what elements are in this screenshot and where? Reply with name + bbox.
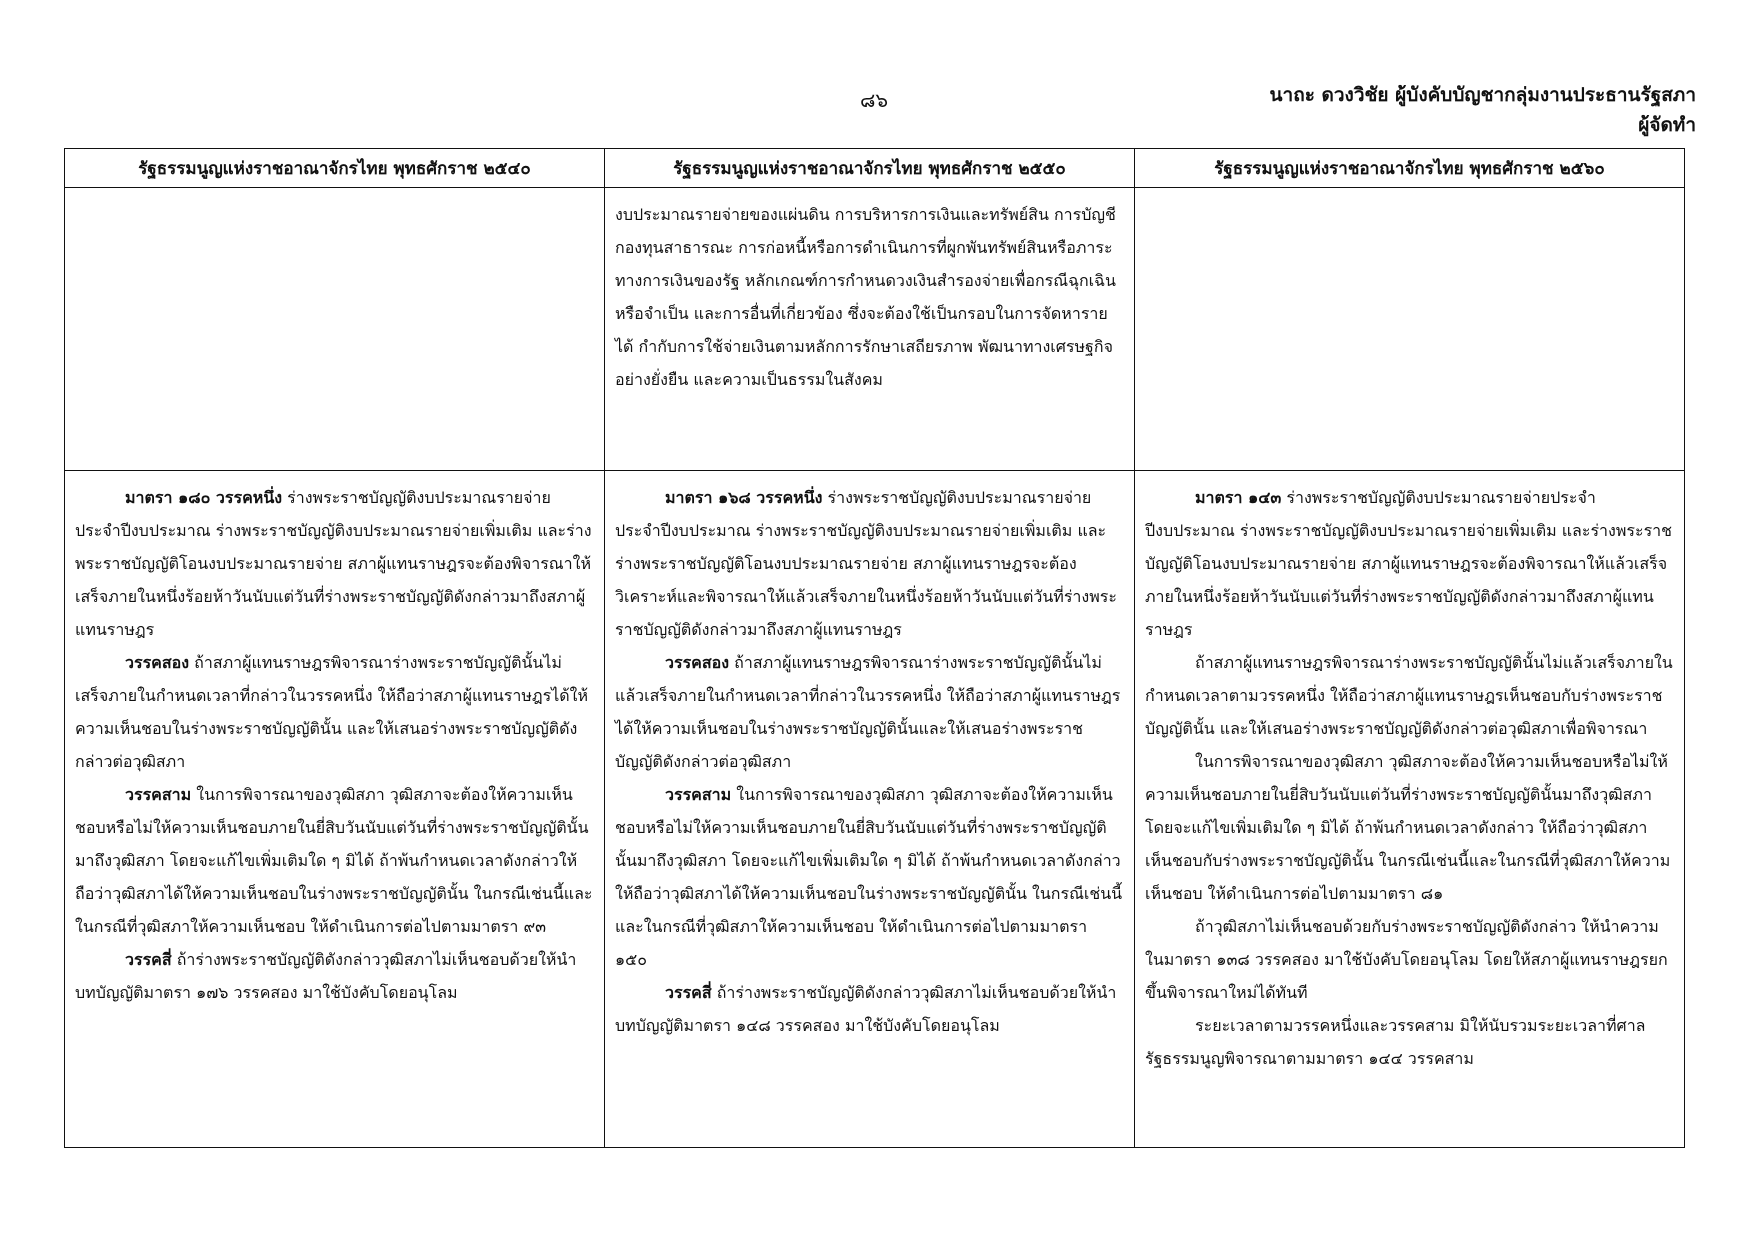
paragraph: ระยะเวลาตามวรรคหนึ่งและวรรคสาม มิให้นับรวมระยะเวลาที่ศาลรัฐธรรมนูญพิจารณาตามมาตรา ๑๔๔ วรรคสาม xyxy=(1145,1016,1646,1068)
author-role: ผู้จัดทำ xyxy=(1638,114,1696,136)
cell-2560-row1 xyxy=(1135,188,1685,471)
column-header-2540: รัฐธรรมนูญแห่งราชอาณาจักรไทย พุทธศักราช ๒๕๔๐ xyxy=(65,149,605,188)
column-header-2560: รัฐธรรมนูญแห่งราชอาณาจักรไทย พุทธศักราช ๒๕๖๐ xyxy=(1135,149,1685,188)
paragraph xyxy=(1145,481,1674,646)
section-label: วรรคสาม xyxy=(665,785,732,804)
cell-2560-row2 xyxy=(1135,471,1685,1148)
author-block xyxy=(1270,80,1696,140)
paragraph-text: ถ้าร่างพระราชบัญญัติดังกล่าววุฒิสภาไม่เห็นชอบด้วยให้นำบทบัญญัติมาตรา ๑๔๘ วรรคสอง มาใช้บังคับโดยอนุโลม xyxy=(615,983,1117,1035)
table-row xyxy=(65,471,1685,1148)
paragraph-text: ร่างพระราชบัญญัติงบประมาณรายจ่ายประจำปีงบประมาณ ร่างพระราชบัญญัติงบประมาณรายจ่ายเพิ่มเติม และร่างพระราชบัญญัติโอนงบประมาณรายจ่าย สภาผู้แทนราษฎรจะต้องพิจารณาให้แล้วเสร็จภายในหนึ่งร้อยห้าวันนับแต่วันที่ร่างพระราชบัญญัติดังกล่าวมาถึงสภาผู้แทนราษฎร xyxy=(1145,488,1673,639)
paragraph-text: ร่างพระราชบัญญัติงบประมาณรายจ่ายประจำปีงบประมาณ ร่างพระราชบัญญัติงบประมาณรายจ่ายเพิ่มเติม และร่างพระราชบัญญัติโอนงบประมาณรายจ่าย สภาผู้แทนราษฎรจะต้องวิเคราะห์และพิจารณาให้แล้วเสร็จภายในหนึ่งร้อยห้าวันนับแต่วันที่ร่างพระราชบัญญัติดังกล่าวมาถึงสภาผู้แทนราษฎร xyxy=(615,488,1117,639)
paragraph-text: ถ้าสภาผู้แทนราษฎรพิจารณาร่างพระราชบัญญัตินั้นไม่แล้วเสร็จภายในกำหนดเวลาที่กล่าวในวรรคหนึ่ง ให้ถือว่าสภาผู้แทนราษฎรได้ให้ความเห็นชอบในร่างพระราชบัญญัตินั้นและให้เสนอร่างพระราชบัญญัติดังกล่าวต่อวุฒิสภา xyxy=(615,653,1121,771)
comparison-table xyxy=(64,148,1685,1148)
section-label: มาตรา ๑๔๓ xyxy=(1195,488,1282,507)
section-label: วรรคสาม xyxy=(125,785,192,804)
cell-2540-row2 xyxy=(65,471,605,1148)
author-name: นาถะ ดวงวิชัย ผู้บังคับบัญชากลุ่มงานประธานรัฐสภา xyxy=(1269,84,1696,106)
table-row xyxy=(65,188,1685,471)
section-label: มาตรา ๑๖๘ วรรคหนึ่ง xyxy=(665,488,823,507)
paragraph xyxy=(75,646,594,778)
paragraph xyxy=(615,481,1124,646)
section-label: วรรคสอง xyxy=(125,653,190,672)
paragraph: ถ้าวุฒิสภาไม่เห็นชอบด้วยกับร่างพระราชบัญญัติดังกล่าว ให้นำความในมาตรา ๑๓๘ วรรคสอง มาใช้บังคับโดยอนุโลม โดยให้สภาผู้แทนราษฎรยกขึ้นพิจารณาใหม่ได้ทันที xyxy=(1145,917,1668,1002)
paragraph-text: ในการพิจารณาของวุฒิสภา วุฒิสภาจะต้องให้ความเห็นชอบหรือไม่ให้ความเห็นชอบภายในยี่สิบวันนับแต่วันที่ร่างพระราชบัญญัตินั้นมาถึงวุฒิสภา โดยจะแก้ไขเพิ่มเติมใด ๆ มิได้ ถ้าพ้นกำหนดเวลาดังกล่าวให้ถือว่าวุฒิสภาได้ให้ความเห็นชอบในร่างพระราชบัญญัตินั้น ในกรณีเช่นนี้และในกรณีที่วุฒิสภาให้ความเห็นชอบ ให้ดำเนินการต่อไปตามมาตรา ๙๓ xyxy=(75,785,593,936)
paragraph-text: ถ้าสภาผู้แทนราษฎรพิจารณาร่างพระราชบัญญัตินั้นไม่เสร็จภายในกำหนดเวลาที่กล่าวในวรรคหนึ่ง ให้ถือว่าสภาผู้แทนราษฎรได้ให้ความเห็นชอบในร่างพระราชบัญญัตินั้น และให้เสนอร่างพระราชบัญญัติดังกล่าวต่อวุฒิสภา xyxy=(75,653,589,771)
paragraph xyxy=(615,778,1124,976)
paragraph-text: ร่างพระราชบัญญัติงบประมาณรายจ่ายประจำปีงบประมาณ ร่างพระราชบัญญัติงบประมาณรายจ่ายเพิ่มเติม และร่างพระราชบัญญัติโอนงบประมาณรายจ่าย สภาผู้แทนราษฎรจะต้องพิจารณาให้เสร็จภายในหนึ่งร้อยห้าวันนับแต่วันที่ร่างพระราชบัญญัติดังกล่าวมาถึงสภาผู้แทนราษฎร xyxy=(75,488,592,639)
paragraph xyxy=(75,943,594,1009)
section-label: มาตรา ๑๘๐ วรรคหนึ่ง xyxy=(125,488,283,507)
paragraph xyxy=(75,778,594,943)
table-header-row xyxy=(65,149,1685,188)
section-label: วรรคสี่ xyxy=(665,983,712,1002)
cell-text: งบประมาณรายจ่ายของแผ่นดิน การบริหารการเงินและทรัพย์สิน การบัญชี กองทุนสาธารณะ การก่อหนี้หรือการดำเนินการที่ผูกพันทรัพย์สินหรือภาระทางการเงินของรัฐ หลักเกณฑ์การกำหนดวงเงินสำรองจ่ายเพื่อกรณีฉุกเฉินหรือจำเป็น และการอื่นที่เกี่ยวข้อง ซึ่งจะต้องใช้เป็นกรอบในการจัดหารายได้ กำกับการใช้จ่ายเงินตามหลักการรักษาเสถียรภาพ พัฒนาทางเศรษฐกิจอย่างยั่งยืน และความเป็นธรรมในสังคม xyxy=(615,205,1116,389)
paragraph: ถ้าสภาผู้แทนราษฎรพิจารณาร่างพระราชบัญญัตินั้นไม่แล้วเสร็จภายในกำหนดเวลาตามวรรคหนึ่ง ให้ถือว่าสภาผู้แทนราษฎรเห็นชอบกับร่างพระราชบัญญัตินั้น และให้เสนอร่างพระราชบัญญัติดังกล่าวต่อวุฒิสภาเพื่อพิจารณา xyxy=(1145,653,1673,738)
paragraph-text: ในการพิจารณาของวุฒิสภา วุฒิสภาจะต้องให้ความเห็นชอบหรือไม่ให้ความเห็นชอบภายในยี่สิบวันนับแต่วันที่ร่างพระราชบัญญัตินั้นมาถึงวุฒิสภา โดยจะแก้ไขเพิ่มเติมใด ๆ มิได้ ถ้าพ้นกำหนดเวลาดังกล่าวให้ถือว่าวุฒิสภาได้ให้ความเห็นชอบในร่างพระราชบัญญัตินั้น ในกรณีเช่นนี้และในกรณีที่วุฒิสภาให้ความเห็นชอบ ให้ดำเนินการต่อไปตามมาตรา ๑๕๐ xyxy=(615,785,1123,969)
cell-2540-row1 xyxy=(65,188,605,471)
paragraph xyxy=(75,481,594,646)
paragraph: ในการพิจารณาของวุฒิสภา วุฒิสภาจะต้องให้ความเห็นชอบหรือไม่ให้ความเห็นชอบภายในยี่สิบวันนับแต่วันที่ร่างพระราชบัญญัตินั้นมาถึงวุฒิสภา โดยจะแก้ไขเพิ่มเติมใด ๆ มิได้ ถ้าพ้นกำหนดเวลาดังกล่าว ให้ถือว่าวุฒิสภาเห็นชอบกับร่างพระราชบัญญัตินั้น ในกรณีเช่นนี้และในกรณีที่วุฒิสภาให้ความเห็นชอบ ให้ดำเนินการต่อไปตามมาตรา ๘๑ xyxy=(1145,752,1671,903)
section-label: วรรคสอง xyxy=(665,653,730,672)
column-header-2550: รัฐธรรมนูญแห่งราชอาณาจักรไทย พุทธศักราช ๒๕๕๐ xyxy=(605,149,1135,188)
paragraph-text: ถ้าร่างพระราชบัญญัติดังกล่าววุฒิสภาไม่เห็นชอบด้วยให้นำบทบัญญัติมาตรา ๑๗๖ วรรคสอง มาใช้บังคับโดยอนุโลม xyxy=(75,950,577,1002)
page-number: ๘๖ xyxy=(860,88,889,112)
paragraph xyxy=(615,976,1124,1042)
paragraph xyxy=(615,646,1124,778)
section-label: วรรคสี่ xyxy=(125,950,172,969)
cell-2550-row2 xyxy=(605,471,1135,1148)
cell-2550-row1 xyxy=(605,188,1135,471)
